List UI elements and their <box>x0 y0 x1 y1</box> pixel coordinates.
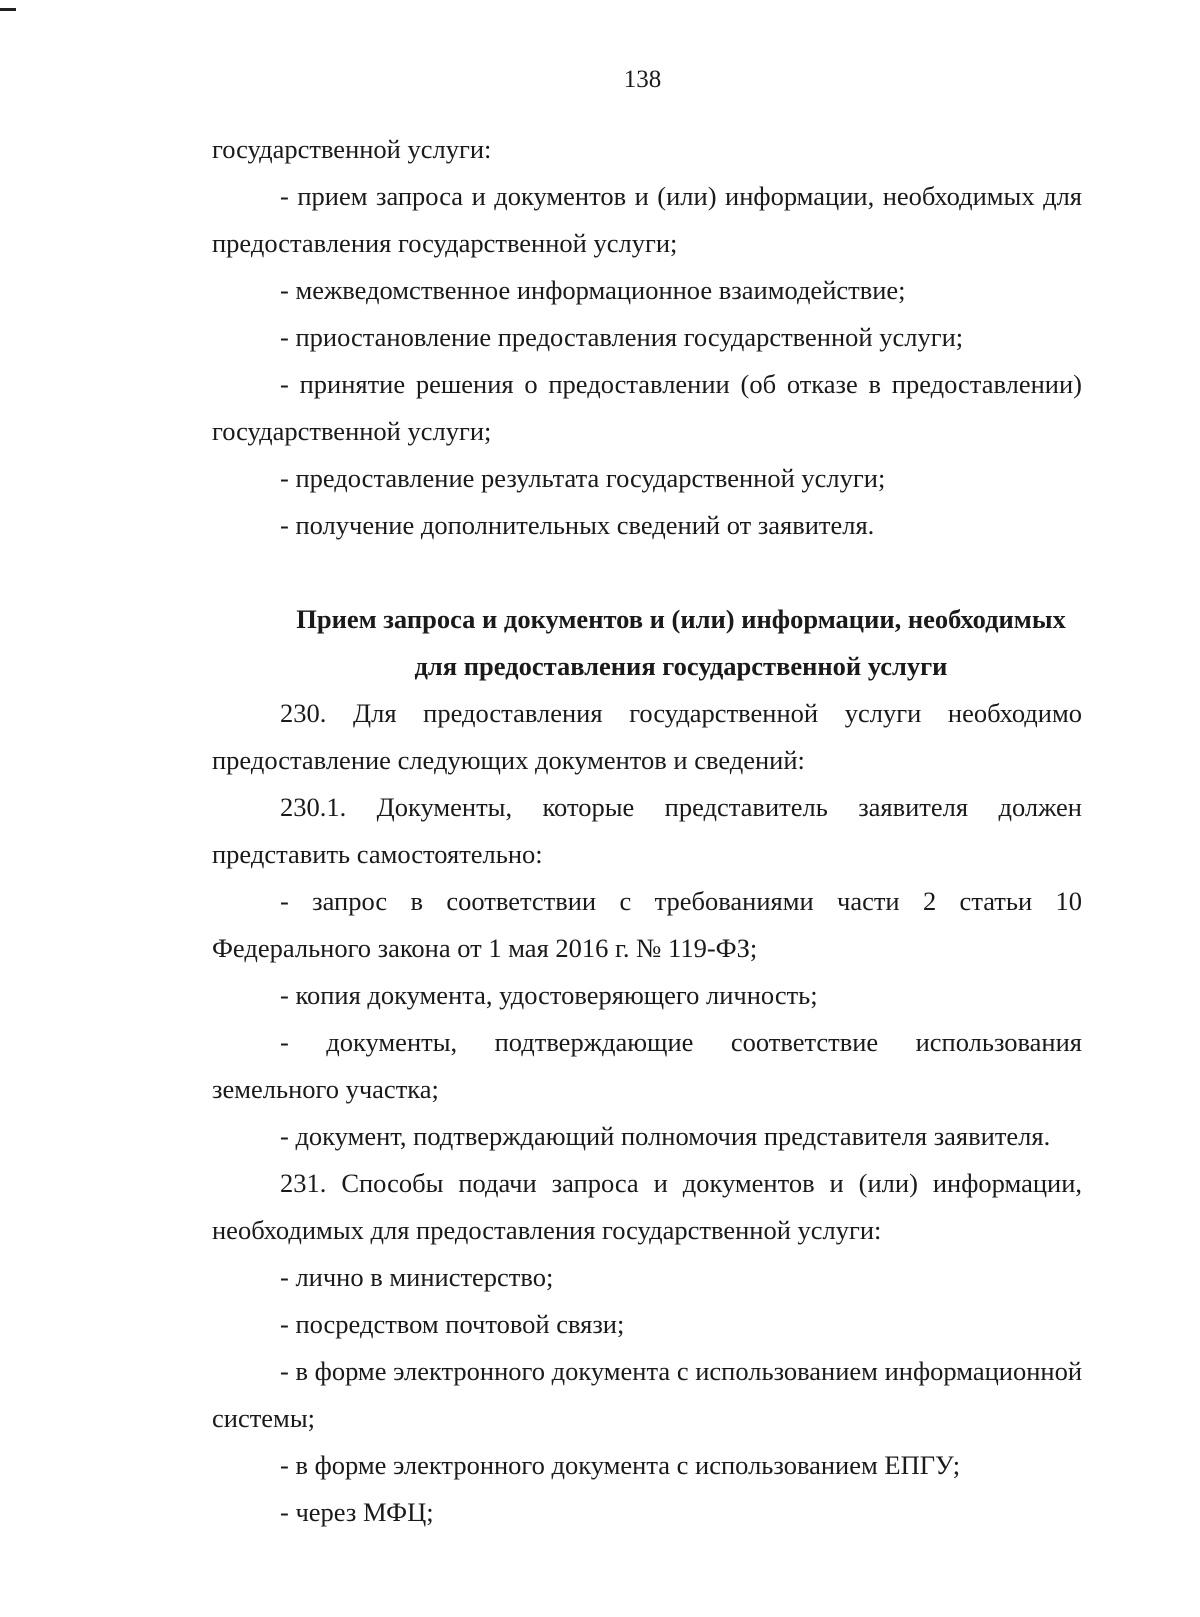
list-item-authority-doc: - документ, подтверждающий полномочия представителя заявителя. <box>280 1121 1051 1151</box>
section-heading-line-2: для предоставления государственной услуги <box>414 651 948 681</box>
list-item-interagency: - межведомственное информационное взаимодействие; <box>280 275 906 305</box>
clause-230-1: 230.1. Документы, которые представитель заявителя должен представить самостоятельно: <box>212 792 1082 869</box>
list-item-id-copy: - копия документа, удостоверяющего личность; <box>280 980 818 1010</box>
scan-corner-mark <box>0 8 16 11</box>
list-item-electronic-epgu: - в форме электронного документа с использованием ЕПГУ; <box>280 1450 961 1480</box>
list-item-result: - предоставление результата государственной услуги; <box>280 463 886 493</box>
list-item-electronic-system: - в форме электронного документа с использованием информационной системы; <box>212 1356 1082 1433</box>
list-item-request-intake: - прием запроса и документов и (или) информации, необходимых для предоставления государственной услуги; <box>212 181 1082 258</box>
page-number: 138 <box>623 66 662 93</box>
clause-230: 230. Для предоставления государственной услуги необходимо предоставление следующих документов и сведений: <box>212 698 1082 775</box>
list-item-land-use-docs: - документы, подтверждающие соответствие использования земельного участка; <box>212 1027 1082 1104</box>
list-item-decision: - принятие решения о предоставлении (об отказе в предоставлении) государственной услуги; <box>212 369 1082 446</box>
list-item-additional-info: - получение дополнительных сведений от заявителя. <box>280 510 875 540</box>
section-heading-line-1: Прием запроса и документов и (или) информации, необходимых <box>296 604 1066 634</box>
list-item-mfc: - через МФЦ; <box>280 1497 434 1527</box>
list-item-request: - запрос в соответствии с требованиями части 2 статьи 10 Федерального закона от 1 мая 2016 г. № 119-ФЗ; <box>212 886 1082 963</box>
list-item-postal: - посредством почтовой связи; <box>280 1309 625 1339</box>
list-item-suspension: - приостановление предоставления государственной услуги; <box>280 322 964 352</box>
clause-231: 231. Способы подачи запроса и документов и (или) информации, необходимых для предоставления государственной услуги: <box>212 1168 1082 1245</box>
section-spacer <box>212 549 1082 596</box>
paragraph-continuation: государственной услуги: <box>212 134 492 164</box>
document-body <box>212 126 1082 1536</box>
list-item-in-person: - лично в министерство; <box>280 1262 554 1292</box>
